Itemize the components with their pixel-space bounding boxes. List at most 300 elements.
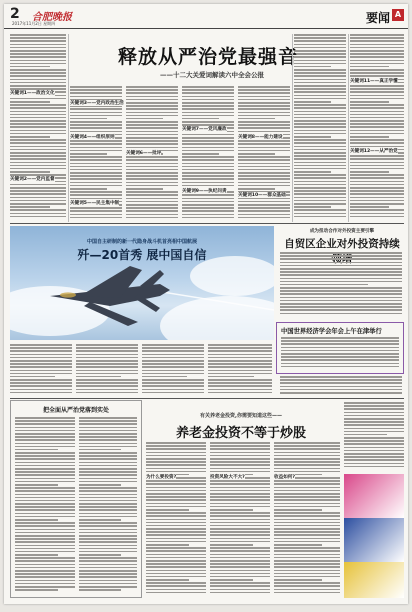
text-line xyxy=(274,496,340,498)
text-line xyxy=(79,455,137,457)
text-line xyxy=(294,85,346,87)
text-line xyxy=(238,140,290,142)
text-line xyxy=(79,430,137,432)
text-line xyxy=(280,392,402,394)
text-line xyxy=(210,534,270,536)
text-line xyxy=(350,75,404,77)
text-line xyxy=(350,47,404,49)
text-line xyxy=(350,139,404,141)
text-line xyxy=(126,204,178,206)
text-line xyxy=(10,370,72,372)
text-line xyxy=(210,528,270,530)
text-line xyxy=(344,440,404,442)
text-line xyxy=(70,143,122,145)
text-line xyxy=(350,56,404,58)
text-line xyxy=(15,516,75,518)
text-line xyxy=(182,153,219,155)
text-line xyxy=(280,300,402,302)
text-line xyxy=(208,360,272,362)
text-block-box-1 xyxy=(15,417,75,593)
text-line xyxy=(126,194,178,196)
text-line xyxy=(274,547,340,549)
text-line xyxy=(344,431,404,433)
text-line xyxy=(350,206,389,208)
text-line xyxy=(142,354,204,356)
text-line xyxy=(350,216,404,218)
text-line xyxy=(10,376,55,378)
text-line xyxy=(274,585,340,587)
text-line xyxy=(294,114,346,116)
text-line xyxy=(294,95,346,97)
text-line xyxy=(146,499,206,501)
text-line xyxy=(10,37,66,39)
text-line xyxy=(280,287,402,289)
text-line xyxy=(281,359,399,361)
text-line xyxy=(210,506,270,508)
text-line xyxy=(350,193,404,195)
text-line xyxy=(210,483,270,485)
text-line xyxy=(146,471,206,473)
text-line xyxy=(210,455,270,457)
text-line xyxy=(344,463,404,465)
text-line xyxy=(344,437,404,439)
text-line xyxy=(294,197,346,199)
text-line xyxy=(294,117,346,119)
text-line xyxy=(238,214,290,216)
text-line xyxy=(79,449,121,451)
text-line xyxy=(79,468,137,470)
text-line xyxy=(10,104,66,106)
text-line xyxy=(146,592,206,594)
text-line xyxy=(280,268,402,270)
text-line xyxy=(210,589,270,591)
text-line xyxy=(350,104,404,106)
text-line xyxy=(210,547,270,549)
text-line xyxy=(10,162,66,164)
page-header xyxy=(4,4,408,29)
text-line xyxy=(350,209,404,211)
text-line xyxy=(79,443,137,445)
text-line xyxy=(126,207,178,209)
text-line xyxy=(182,105,234,107)
text-line xyxy=(15,554,58,556)
text-line xyxy=(10,184,66,186)
text-line xyxy=(15,573,75,575)
text-line xyxy=(208,385,272,387)
subhead: 为什么要投资? xyxy=(146,475,177,480)
text-line xyxy=(350,174,404,176)
text-line xyxy=(210,560,270,562)
text-line xyxy=(126,102,178,104)
text-line xyxy=(238,207,290,209)
text-line xyxy=(350,98,404,100)
text-line xyxy=(79,548,137,550)
column-rule xyxy=(292,34,293,222)
text-line xyxy=(274,563,340,565)
text-line xyxy=(274,512,340,514)
text-line xyxy=(142,385,204,387)
text-line xyxy=(294,91,346,93)
text-line xyxy=(126,108,178,110)
text-line xyxy=(146,493,206,495)
text-line xyxy=(15,541,75,543)
text-line xyxy=(146,519,206,521)
text-line xyxy=(15,500,75,502)
text-line xyxy=(238,163,290,165)
text-line xyxy=(344,466,404,468)
lead-subheadline: ——十二大关爱词解读六中全会公报 xyxy=(160,71,264,79)
text-line xyxy=(146,547,206,549)
text-line xyxy=(15,465,75,467)
text-line xyxy=(146,509,189,511)
text-line xyxy=(238,108,290,110)
text-line xyxy=(182,175,234,177)
text-line xyxy=(238,169,290,171)
text-line xyxy=(350,63,404,65)
text-line xyxy=(350,177,404,179)
text-line xyxy=(208,344,272,346)
text-line xyxy=(15,522,75,524)
text-line xyxy=(182,178,234,180)
text-line xyxy=(79,462,137,464)
text-line xyxy=(182,137,234,139)
text-line xyxy=(274,499,340,501)
text-line xyxy=(274,522,340,524)
text-line xyxy=(142,389,204,391)
text-line xyxy=(10,385,72,387)
highlight-story xyxy=(276,322,404,374)
text-line xyxy=(210,458,270,460)
text-line xyxy=(15,436,75,438)
text-line xyxy=(182,156,234,158)
text-line xyxy=(344,443,404,445)
text-line xyxy=(350,107,404,109)
text-line xyxy=(10,152,66,154)
text-line xyxy=(280,376,402,378)
text-line xyxy=(182,185,234,187)
text-line xyxy=(210,550,270,552)
text-line xyxy=(15,570,75,572)
text-block-highlight xyxy=(281,337,399,369)
text-line xyxy=(146,490,206,492)
text-block-left-top xyxy=(10,34,66,222)
text-line xyxy=(15,478,75,480)
text-line xyxy=(294,82,346,84)
text-line xyxy=(76,382,138,384)
text-block-right-lower xyxy=(280,376,402,398)
text-line xyxy=(208,392,272,394)
bottom-story-headline: 养老金投资不等于炒股 xyxy=(175,426,306,441)
text-line xyxy=(208,370,272,372)
text-line xyxy=(280,262,402,264)
text-line xyxy=(274,487,340,489)
text-line xyxy=(76,360,138,362)
text-line xyxy=(294,158,346,160)
text-line xyxy=(126,143,178,145)
text-line xyxy=(182,207,234,209)
text-line xyxy=(15,525,75,527)
text-line xyxy=(238,96,290,98)
text-line xyxy=(210,442,270,444)
text-line xyxy=(70,156,122,158)
text-line xyxy=(126,127,178,129)
text-line xyxy=(344,405,404,407)
text-line xyxy=(344,418,404,420)
text-line xyxy=(146,589,206,591)
text-line xyxy=(238,99,290,101)
text-line xyxy=(142,347,204,349)
text-line xyxy=(146,506,206,508)
text-line xyxy=(79,535,137,537)
text-line xyxy=(10,82,66,84)
text-line xyxy=(280,379,402,381)
text-line xyxy=(274,589,340,591)
text-line xyxy=(76,370,138,372)
text-block-box-2 xyxy=(79,417,137,593)
text-line xyxy=(294,146,346,148)
text-line xyxy=(15,494,75,496)
text-line xyxy=(274,506,340,508)
text-line xyxy=(350,213,404,215)
text-line xyxy=(182,217,234,219)
text-line xyxy=(182,169,234,171)
text-line xyxy=(210,573,270,575)
text-line xyxy=(15,519,58,521)
text-line xyxy=(10,98,66,100)
text-line xyxy=(238,201,290,203)
text-line xyxy=(274,550,340,552)
text-line xyxy=(344,408,404,410)
lead-headline: 释放从严治党最强音 xyxy=(117,46,298,68)
text-line xyxy=(350,40,404,42)
text-line xyxy=(182,159,234,161)
text-line xyxy=(10,117,66,119)
text-line xyxy=(15,513,75,515)
text-line xyxy=(294,174,346,176)
section-rule xyxy=(10,398,404,399)
text-block-bottom-1 xyxy=(146,442,206,596)
text-line xyxy=(274,509,322,511)
text-line xyxy=(70,112,122,114)
text-line xyxy=(238,105,290,107)
text-line xyxy=(126,112,178,114)
text-line xyxy=(238,159,290,161)
text-line xyxy=(79,423,137,425)
text-line xyxy=(210,452,270,454)
text-line xyxy=(70,124,122,126)
text-line xyxy=(274,493,340,495)
text-line xyxy=(350,114,404,116)
text-line xyxy=(76,363,138,365)
text-line xyxy=(15,509,75,511)
text-line xyxy=(350,190,404,192)
text-line xyxy=(274,582,340,584)
text-line xyxy=(274,483,340,485)
text-line xyxy=(182,118,219,120)
text-line xyxy=(350,120,404,122)
text-line xyxy=(294,216,346,218)
text-line xyxy=(280,313,402,315)
text-line xyxy=(15,443,75,445)
text-line xyxy=(79,439,137,441)
text-line xyxy=(344,424,404,426)
text-line xyxy=(294,104,346,106)
text-line xyxy=(142,379,204,381)
text-line xyxy=(238,89,290,91)
text-line xyxy=(10,158,66,160)
text-line xyxy=(126,185,178,187)
text-line xyxy=(146,461,206,463)
text-line xyxy=(238,150,290,152)
subhead: 关键词11——真正学懂 xyxy=(350,79,398,84)
text-line xyxy=(79,557,137,559)
text-line xyxy=(126,178,178,180)
text-line xyxy=(350,50,404,52)
text-line xyxy=(126,96,178,98)
text-line xyxy=(70,127,122,129)
text-line xyxy=(79,538,137,540)
text-line xyxy=(70,172,122,174)
text-line xyxy=(208,376,254,378)
text-line xyxy=(10,142,66,144)
text-line xyxy=(15,417,75,419)
text-line xyxy=(146,544,189,546)
text-line xyxy=(350,66,389,68)
text-line xyxy=(142,360,204,362)
text-line xyxy=(344,459,404,461)
text-line xyxy=(70,89,122,91)
text-block-col7 xyxy=(350,34,404,222)
text-line xyxy=(70,166,122,168)
text-line xyxy=(294,181,346,183)
text-line xyxy=(15,503,75,505)
text-line xyxy=(208,389,272,391)
text-line xyxy=(350,126,404,128)
text-line xyxy=(238,131,290,133)
text-line xyxy=(126,86,178,88)
text-block-right xyxy=(280,252,402,318)
text-line xyxy=(70,210,122,212)
text-line xyxy=(350,130,404,132)
text-line xyxy=(294,37,346,39)
text-line xyxy=(210,499,270,501)
text-line xyxy=(350,111,404,113)
text-line xyxy=(274,557,340,559)
text-line xyxy=(294,34,346,36)
text-line xyxy=(208,366,272,368)
text-line xyxy=(238,86,290,88)
text-line xyxy=(126,188,163,190)
text-line xyxy=(10,66,50,68)
text-line xyxy=(79,503,137,505)
text-line xyxy=(208,350,272,352)
text-line xyxy=(79,497,137,499)
text-line xyxy=(79,487,137,489)
text-line xyxy=(15,484,58,486)
text-line xyxy=(146,585,206,587)
text-line xyxy=(10,40,66,42)
text-line xyxy=(15,423,75,425)
text-line xyxy=(294,149,346,151)
text-line xyxy=(294,98,346,100)
text-line xyxy=(146,480,206,482)
text-line xyxy=(350,203,404,205)
text-line xyxy=(79,471,137,473)
text-line xyxy=(238,118,275,120)
text-line xyxy=(70,121,122,123)
text-line xyxy=(79,576,137,578)
text-line xyxy=(15,439,75,441)
text-line xyxy=(126,115,178,117)
text-line xyxy=(126,99,178,101)
boxed-story xyxy=(10,400,142,598)
text-line xyxy=(281,366,399,368)
text-line xyxy=(274,455,340,457)
text-line xyxy=(210,525,270,527)
text-line xyxy=(274,471,340,473)
text-line xyxy=(126,175,178,177)
highlight-headline: 中国世界经济学会年会上午在津举行 xyxy=(281,328,382,335)
text-line xyxy=(238,172,290,174)
text-line xyxy=(210,544,253,546)
text-line xyxy=(281,356,399,358)
text-line xyxy=(126,169,178,171)
text-line xyxy=(182,166,234,168)
text-line xyxy=(146,442,206,444)
subhead: 投资风险大不大? xyxy=(210,475,245,480)
text-line xyxy=(238,175,290,177)
text-line xyxy=(238,143,290,145)
text-line xyxy=(210,592,270,594)
text-line xyxy=(79,506,137,508)
text-line xyxy=(182,210,234,212)
text-line xyxy=(182,112,234,114)
text-block-mid-3 xyxy=(142,344,204,396)
text-line xyxy=(238,156,290,158)
text-line xyxy=(182,163,234,165)
text-block-mid-4 xyxy=(208,344,272,396)
text-line xyxy=(15,468,75,470)
text-line xyxy=(79,580,137,582)
text-line xyxy=(70,185,122,187)
text-line xyxy=(274,490,340,492)
text-line xyxy=(350,69,404,71)
text-line xyxy=(274,570,340,572)
text-line xyxy=(79,541,137,543)
text-line xyxy=(70,118,107,120)
text-line xyxy=(146,522,206,524)
text-line xyxy=(281,343,399,345)
text-line xyxy=(79,567,137,569)
text-line xyxy=(146,525,206,527)
text-line xyxy=(79,427,137,429)
ad-color-block xyxy=(344,474,404,518)
text-line xyxy=(238,182,290,184)
text-line xyxy=(15,471,75,473)
text-line xyxy=(210,461,270,463)
text-line xyxy=(210,522,270,524)
text-line xyxy=(280,293,402,295)
text-line xyxy=(294,152,346,154)
text-line xyxy=(70,175,122,177)
text-line xyxy=(274,445,340,447)
text-line xyxy=(274,531,340,533)
text-line xyxy=(146,528,206,530)
text-line xyxy=(79,570,137,572)
text-line xyxy=(294,203,346,205)
text-line xyxy=(182,121,234,123)
text-line xyxy=(274,579,322,581)
